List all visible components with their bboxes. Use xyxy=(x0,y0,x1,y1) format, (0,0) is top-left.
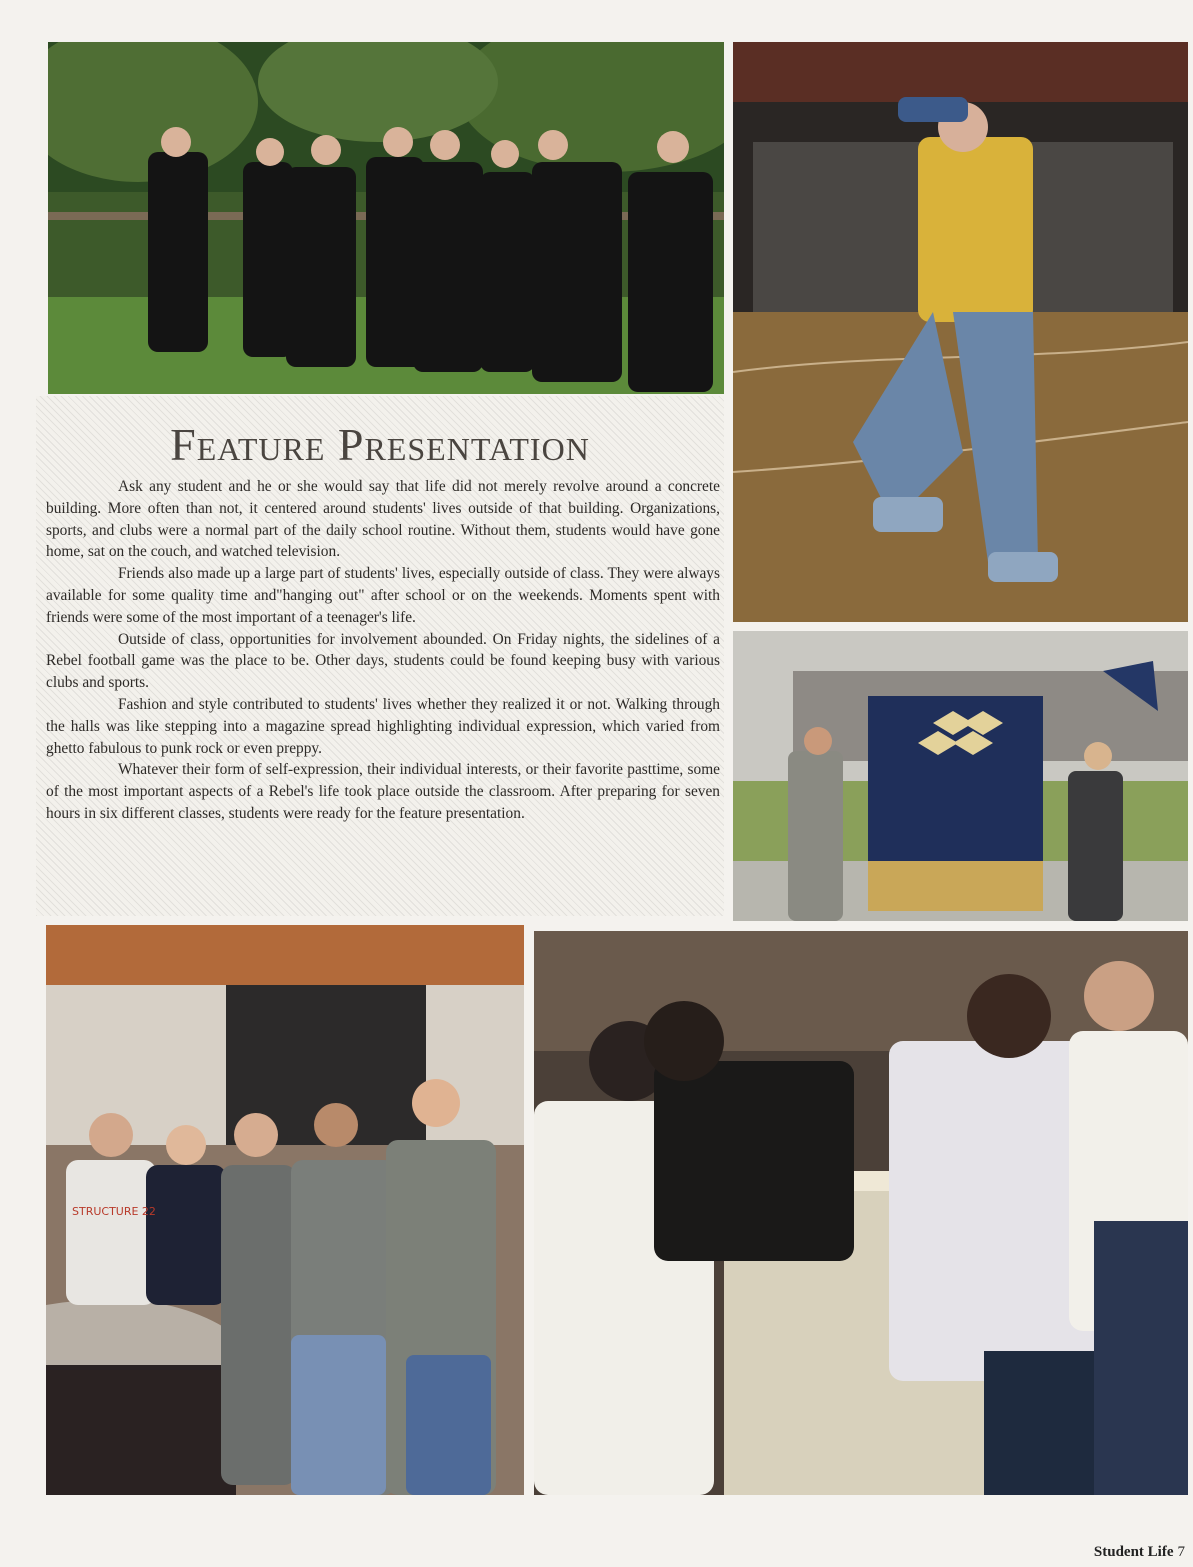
feature-text-panel xyxy=(36,396,724,916)
feature-paragraph: Whatever their form of self-expression, their individual interests, or their favorite pasttime, some of the most important aspects of a Rebel's life took place outside the classroom. After preparing for seven hours in six different classes, students were ready for the feature presentation. xyxy=(46,761,720,822)
feature-paragraph: Fashion and style contributed to students' lives whether they realized it or not. Walking through the halls was like stepping into a magazine spread highlighting individual expression, which varied from ghetto fabulous to punk rock or even preppy. xyxy=(46,695,720,757)
feature-paragraph: Friends also made up a large part of students' lives, especially outside of class. They were always available for some quality time and"hanging out" after school or on the weekends. Moments spent with friends were some of the most important of a teenager's life. xyxy=(46,565,720,626)
shirt-lettering: STRUCTURE 22 xyxy=(72,1205,156,1218)
feature-title: Feature Presentation xyxy=(170,419,590,470)
photo-flag-team xyxy=(733,631,1188,921)
page-number: 7 xyxy=(1177,1544,1185,1560)
photo-counter-line xyxy=(46,925,524,1495)
feature-paragraph: Outside of class, opportunities for involvement abounded. On Friday nights, the sidelines of a Rebel football game was the place to be. Other days, students could be found keeping busy with various clubs and sports. xyxy=(46,630,720,692)
photo-prom-group xyxy=(48,42,724,394)
section-name: Student Life xyxy=(1093,1544,1174,1560)
feature-body xyxy=(46,476,720,825)
photo-wall-building xyxy=(534,931,1188,1495)
feature-paragraph: Ask any student and he or she would say that life did not merely revolve around a concrete building. More often than not, it centered around students' lives outside of that building. Organizations, sports, and clubs were a normal part of the daily school routine. Without them, students would have gone home, sat on the couch, and watched television. xyxy=(46,478,720,561)
photo-gym-dancer xyxy=(733,42,1188,622)
page-folio xyxy=(1094,1544,1185,1561)
